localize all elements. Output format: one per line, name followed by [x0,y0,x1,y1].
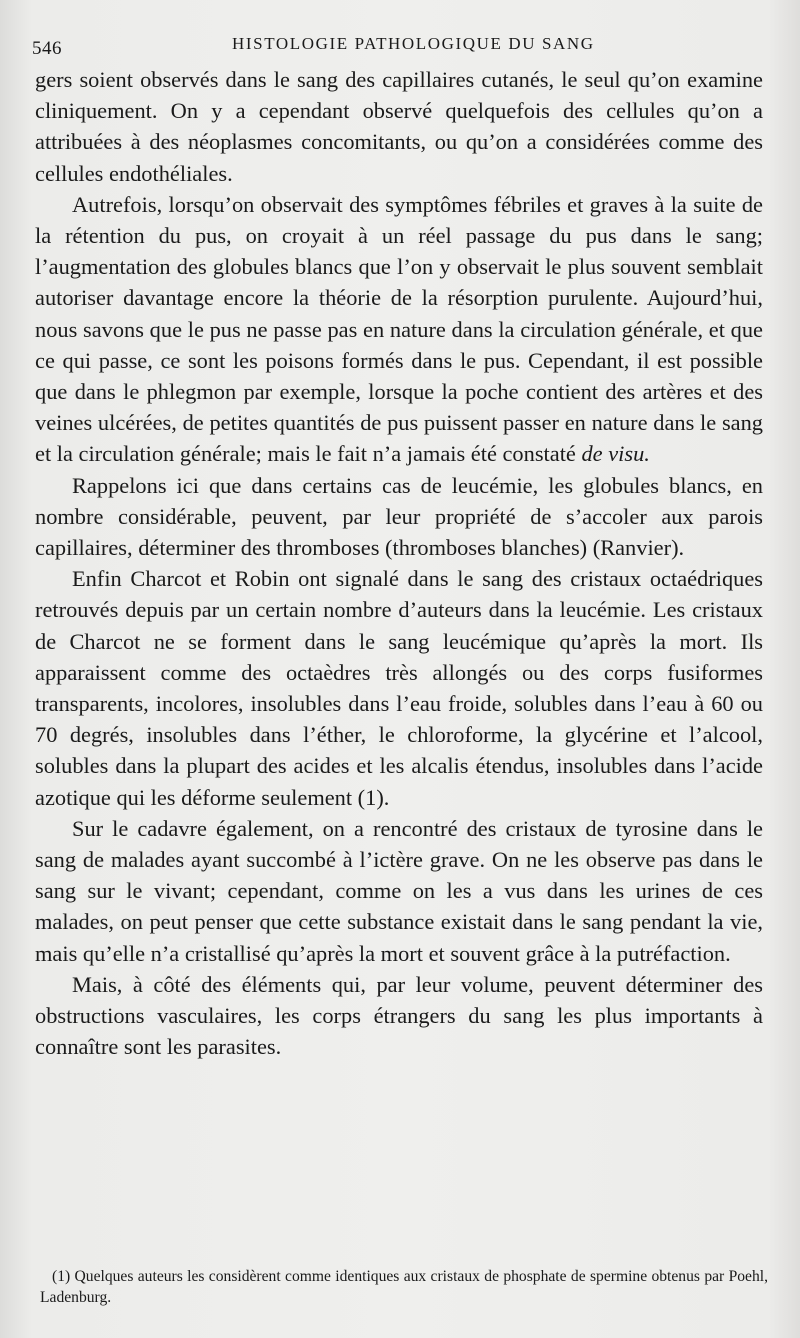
footnote: (1) Quelques auteurs les considèrent comme identiques aux cristaux de phosphate de spermine obtenus par Poehl, Ladenburg. [40,1268,768,1306]
paragraph-pus-passage-text: Autrefois, lorsqu’on observait des symptômes fébriles et graves à la suite de la rétention du pus, on croyait à un réel passage du pus dans le sang; l’augmentation des globules blancs que l’on y observait le plus souvent semblait autoriser davantage encore la théorie de la résorption purulente. Aujourd’hui, nous savons que le pus ne passe pas en nature dans la circulation générale, et que ce qui passe, ce sont les poisons formés dans le pus. Cependant, il est possible que dans le phlegmon par exemple, lorsque la poche contient des artères et des veines ulcérées, de petites quantités de pus puissent passer en nature dans le sang et la circulation générale; mais le fait n’a jamais été constaté [35,191,763,467]
body-text [35,64,763,1063]
page-header [32,30,772,60]
paragraph-pus-passage [35,189,763,470]
italic-de-visu: de visu. [581,441,650,467]
paragraph-tyrosine: Sur le cadavre également, on a rencontré des cristaux de tyrosine dans le sang de malades ayant succombé à l’ictère grave. On ne les observe pas dans le sang sur le vivant; cependant, comme on les a vus dans les urines de ces malades, on peut penser que cette substance existait dans le sang pendant la vie, mais qu’elle n’a cristallisé qu’après la mort et souvent grâce à la putréfaction. [35,815,763,966]
paragraph-charcot-crystals: Enfin Charcot et Robin ont signalé dans le sang des cristaux octaédriques retrouvés depuis par un certain nombre d’auteurs dans la leucémie. Les cristaux de Charcot ne se forment dans le sang leucémique qu’après la mort. Ils apparaissent comme des octaèdres très allongés ou des corps fusiformes transparents, incolores, insolubles dans l’eau froide, solubles dans l’eau à 60 ou 70 degrés, insolubles dans l’éther, le chloroforme, la glycérine et l’alcool, solubles dans la plupart des acides et les alcalis étendus, insolubles dans l’acide azotique qui les déforme seulement (1). [35,566,763,810]
page-number: 546 [32,38,62,59]
paragraph-parasites: Mais, à côté des éléments qui, par leur volume, peuvent déterminer des obstructions vasculaires, les corps étrangers du sang les plus importants à connaître sont les parasites. [35,971,763,1060]
running-title: HISTOLOGIE PATHOLOGIQUE DU SANG [232,34,595,53]
paragraph-leucemie: Rappelons ici que dans certains cas de leucémie, les globules blancs, en nombre considérable, peuvent, par leur propriété de s’accoler aux parois capillaires, déterminer des thromboses (thromboses blanches) (Ranvier). [35,472,763,561]
paragraph-continuation: gers soient observés dans le sang des capillaires cutanés, le seul qu’on examine cliniquement. On y a cependant observé quelquefois des cellules qu’on a attribuées à des néoplasmes concomitants, ou qu’on a considérées comme des cellules endothéliales. [35,67,763,186]
